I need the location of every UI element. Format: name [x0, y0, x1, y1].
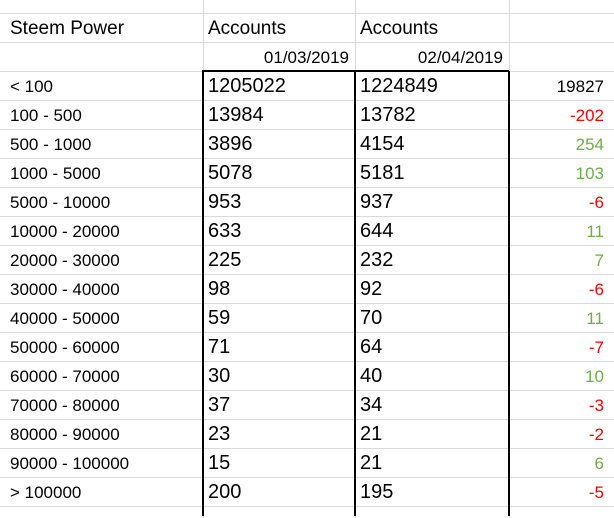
gridline-horizontal: [0, 100, 614, 101]
row-range-label[interactable]: 80000 - 90000: [10, 425, 120, 444]
row-accounts-2[interactable]: 64: [360, 336, 383, 358]
row-accounts-1[interactable]: 225: [208, 249, 242, 271]
gridline-horizontal: [0, 477, 614, 478]
row-range-label[interactable]: 60000 - 70000: [10, 367, 120, 386]
row-range-label[interactable]: 40000 - 50000: [10, 309, 120, 328]
row-accounts-1[interactable]: 953: [208, 191, 242, 213]
gridline-horizontal: [0, 216, 614, 217]
row-difference[interactable]: 10: [585, 367, 604, 386]
row-accounts-1[interactable]: 30: [208, 365, 231, 387]
row-accounts-2[interactable]: 70: [360, 307, 383, 329]
row-range-label[interactable]: < 100: [10, 77, 54, 96]
row-range-label[interactable]: > 100000: [10, 483, 82, 502]
header-date-2[interactable]: 02/04/2019: [417, 48, 503, 67]
row-accounts-1[interactable]: 13984: [208, 104, 264, 126]
row-difference[interactable]: -3: [588, 396, 604, 415]
row-difference[interactable]: -6: [588, 193, 604, 212]
row-difference[interactable]: -5: [588, 483, 604, 502]
row-accounts-1[interactable]: 23: [208, 423, 231, 445]
row-accounts-1[interactable]: 200: [208, 481, 242, 503]
row-difference[interactable]: -202: [569, 106, 604, 125]
row-difference[interactable]: 7: [594, 251, 604, 270]
row-difference[interactable]: 103: [575, 164, 604, 183]
row-difference[interactable]: 11: [586, 222, 604, 241]
row-accounts-1[interactable]: 5078: [208, 162, 253, 184]
cell-border-vertical: [354, 71, 356, 516]
row-accounts-1[interactable]: 15: [208, 452, 231, 474]
row-accounts-2[interactable]: 21: [360, 452, 383, 474]
cell-border-top: [202, 70, 509, 72]
row-accounts-2[interactable]: 1224849: [360, 75, 438, 97]
row-range-label[interactable]: 20000 - 30000: [10, 251, 120, 270]
row-accounts-2[interactable]: 232: [360, 249, 394, 271]
header-steem-power[interactable]: Steem Power: [10, 18, 125, 39]
gridline-horizontal: [0, 13, 614, 14]
row-range-label[interactable]: 90000 - 100000: [10, 454, 130, 473]
gridline-horizontal: [0, 390, 614, 391]
row-range-label[interactable]: 70000 - 80000: [10, 396, 120, 415]
row-accounts-1[interactable]: 98: [208, 278, 231, 300]
row-difference[interactable]: 6: [594, 454, 604, 473]
gridline-horizontal: [0, 245, 614, 246]
row-range-label[interactable]: 5000 - 10000: [10, 193, 111, 212]
row-accounts-2[interactable]: 937: [360, 191, 394, 213]
gridline-horizontal: [0, 129, 614, 130]
row-accounts-2[interactable]: 644: [360, 220, 394, 242]
row-range-label[interactable]: 1000 - 5000: [10, 164, 101, 183]
row-difference[interactable]: -7: [588, 338, 604, 357]
row-difference[interactable]: 254: [575, 135, 604, 154]
row-accounts-1[interactable]: 633: [208, 220, 242, 242]
gridline-horizontal: [0, 506, 614, 507]
row-difference[interactable]: -2: [588, 425, 604, 444]
row-accounts-1[interactable]: 37: [208, 394, 231, 416]
row-accounts-1[interactable]: 3896: [208, 133, 253, 155]
row-accounts-2[interactable]: 92: [360, 278, 383, 300]
gridline-horizontal: [0, 303, 614, 304]
row-range-label[interactable]: 50000 - 60000: [10, 338, 120, 357]
gridline-horizontal: [0, 274, 614, 275]
row-accounts-1[interactable]: 1205022: [208, 75, 286, 97]
gridline-horizontal: [0, 42, 614, 43]
row-range-label[interactable]: 10000 - 20000: [10, 222, 120, 241]
gridline-horizontal: [0, 158, 614, 159]
gridline-horizontal: [0, 332, 614, 333]
row-range-label[interactable]: 500 - 1000: [10, 135, 92, 154]
row-accounts-2[interactable]: 34: [360, 394, 383, 416]
row-difference[interactable]: 11: [586, 309, 604, 328]
header-date-1[interactable]: 01/03/2019: [263, 48, 349, 67]
gridline-horizontal: [0, 419, 614, 420]
row-accounts-1[interactable]: 71: [208, 336, 231, 358]
row-difference[interactable]: -6: [588, 280, 604, 299]
gridline-horizontal: [0, 187, 614, 188]
header-accounts-2[interactable]: Accounts: [360, 18, 439, 39]
row-range-label[interactable]: 30000 - 40000: [10, 280, 120, 299]
row-accounts-2[interactable]: 195: [360, 481, 394, 503]
row-range-label[interactable]: 100 - 500: [10, 106, 82, 125]
gridline-horizontal: [0, 361, 614, 362]
row-accounts-2[interactable]: 5181: [360, 162, 405, 184]
cell-border-vertical: [202, 71, 204, 516]
row-accounts-2[interactable]: 13782: [360, 104, 416, 126]
row-accounts-2[interactable]: 4154: [360, 133, 405, 155]
row-difference[interactable]: 19827: [556, 77, 604, 96]
gridline-horizontal: [0, 448, 614, 449]
row-accounts-2[interactable]: 21: [360, 423, 383, 445]
row-accounts-1[interactable]: 59: [208, 307, 231, 329]
header-accounts-1[interactable]: Accounts: [208, 18, 287, 39]
row-accounts-2[interactable]: 40: [360, 365, 383, 387]
